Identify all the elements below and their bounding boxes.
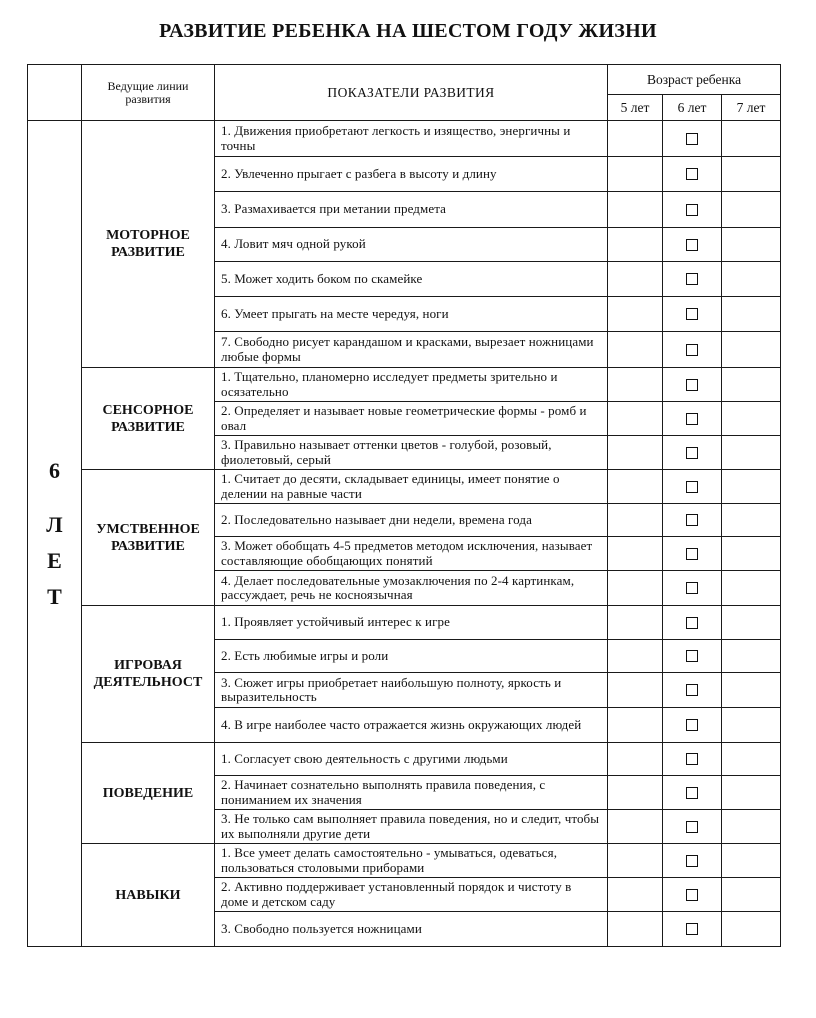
age-cell-5 — [608, 402, 663, 436]
age-cell-7 — [722, 192, 781, 228]
indicator-text: 2. Последовательно называет дни недели, времена года — [215, 504, 608, 537]
age-cell-6[interactable] — [663, 776, 722, 810]
indicator-text: 4. Ловит мяч одной рукой — [215, 228, 608, 262]
age-cell-7 — [722, 844, 781, 878]
checkbox-icon[interactable] — [686, 514, 698, 526]
age-cell-6[interactable] — [663, 673, 722, 708]
age-cell-7 — [722, 571, 781, 606]
checkbox-icon[interactable] — [686, 753, 698, 765]
age-cell-7 — [722, 673, 781, 708]
age-cell-6[interactable] — [663, 708, 722, 743]
age-cell-5 — [608, 810, 663, 844]
checkbox-icon[interactable] — [686, 617, 698, 629]
indicator-text: 2. Есть любимые игры и роли — [215, 640, 608, 673]
checkbox-icon[interactable] — [686, 344, 698, 356]
age-label-cell — [28, 121, 82, 947]
indicator-text: 2. Активно поддерживает установленный порядок и чистоту в доме и детском саду — [215, 878, 608, 912]
age-cell-7 — [722, 262, 781, 297]
checkbox-icon[interactable] — [686, 379, 698, 391]
age-cell-7 — [722, 776, 781, 810]
age-cell-6[interactable] — [663, 640, 722, 673]
category-cell: ПОВЕДЕНИЕ — [82, 743, 215, 844]
indicator-text: 7. Свободно рисует карандашом и красками, вырезает ножницами любые формы — [215, 332, 608, 368]
indicator-text: 3. Сюжет игры приобретает наибольшую полноту, яркость и выразительность — [215, 673, 608, 708]
checkbox-icon[interactable] — [686, 719, 698, 731]
header-age-5: 5 лет — [608, 95, 663, 121]
age-cell-7 — [722, 332, 781, 368]
age-cell-6[interactable] — [663, 912, 722, 947]
category-cell: СЕНСОРНОЕ РАЗВИТИЕ — [82, 368, 215, 470]
checkbox-icon[interactable] — [686, 821, 698, 833]
age-cell-7 — [722, 228, 781, 262]
checkbox-icon[interactable] — [686, 204, 698, 216]
age-cell-6[interactable] — [663, 262, 722, 297]
header-lines: Ведущие линии развития — [82, 65, 215, 121]
age-cell-5 — [608, 228, 663, 262]
indicator-text: 1. Считает до десяти, складывает единицы, имеет понятие о делении на равные части — [215, 470, 608, 504]
age-cell-7 — [722, 297, 781, 332]
checkbox-icon[interactable] — [686, 684, 698, 696]
age-cell-7 — [722, 402, 781, 436]
age-cell-5 — [608, 571, 663, 606]
age-letter: Т — [47, 583, 62, 609]
development-table — [27, 64, 781, 947]
age-cell-7 — [722, 708, 781, 743]
category-cell: УМСТВЕННОЕ РАЗВИТИЕ — [82, 470, 215, 606]
indicator-text: 3. Правильно называет оттенки цветов - голубой, розовый, фиолетовый, серый — [215, 436, 608, 470]
checkbox-icon[interactable] — [686, 133, 698, 145]
age-cell-6[interactable] — [663, 436, 722, 470]
age-cell-6[interactable] — [663, 743, 722, 776]
age-cell-5 — [608, 776, 663, 810]
age-cell-7 — [722, 504, 781, 537]
age-cell-6[interactable] — [663, 606, 722, 640]
age-cell-7 — [722, 157, 781, 192]
age-cell-5 — [608, 436, 663, 470]
indicator-text: 4. В игре наиболее часто отражается жизнь окружающих людей — [215, 708, 608, 743]
checkbox-icon[interactable] — [686, 650, 698, 662]
checkbox-icon[interactable] — [686, 413, 698, 425]
indicator-text: 2. Увлеченно прыгает с разбега в высоту и длину — [215, 157, 608, 192]
age-cell-5 — [608, 262, 663, 297]
age-letter: Л — [46, 511, 63, 537]
age-cell-5 — [608, 606, 663, 640]
indicator-row — [28, 844, 781, 878]
age-cell-5 — [608, 332, 663, 368]
indicator-text: 2. Начинает сознательно выполнять правила поведения, с пониманием их значения — [215, 776, 608, 810]
age-cell-5 — [608, 743, 663, 776]
age-cell-6[interactable] — [663, 571, 722, 606]
checkbox-icon[interactable] — [686, 168, 698, 180]
age-cell-5 — [608, 157, 663, 192]
indicator-text: 3. Не только сам выполняет правила поведения, но и следит, чтобы их выполняли другие дети — [215, 810, 608, 844]
checkbox-icon[interactable] — [686, 239, 698, 251]
indicator-row — [28, 743, 781, 776]
age-cell-6[interactable] — [663, 402, 722, 436]
checkbox-icon[interactable] — [686, 447, 698, 459]
age-cell-6[interactable] — [663, 537, 722, 571]
page-title: РАЗВИТИЕ РЕБЕНКА НА ШЕСТОМ ГОДУ ЖИЗНИ — [159, 20, 657, 42]
checkbox-icon[interactable] — [686, 273, 698, 285]
header-age-6: 6 лет — [663, 95, 722, 121]
age-cell-5 — [608, 878, 663, 912]
age-cell-7 — [722, 121, 781, 157]
age-cell-6[interactable] — [663, 878, 722, 912]
indicator-text: 3. Свободно пользуется ножницами — [215, 912, 608, 947]
age-cell-6[interactable] — [663, 332, 722, 368]
category-cell: ИГРОВАЯ ДЕЯТЕЛЬНОСТ — [82, 606, 215, 743]
age-cell-6[interactable] — [663, 297, 722, 332]
checkbox-icon[interactable] — [686, 308, 698, 320]
age-cell-5 — [608, 121, 663, 157]
indicator-text: 4. Делает последовательные умозаключения по 2-4 картинкам, рассуждает, речь не косноязычная — [215, 571, 608, 606]
indicator-row — [28, 121, 781, 157]
checkbox-icon[interactable] — [686, 855, 698, 867]
age-number: 6 — [49, 457, 60, 483]
age-cell-6[interactable] — [663, 228, 722, 262]
checkbox-icon[interactable] — [686, 481, 698, 493]
age-cell-5 — [608, 297, 663, 332]
header-age-7: 7 лет — [722, 95, 781, 121]
header-indicators: ПОКАЗАТЕЛИ РАЗВИТИЯ — [215, 65, 608, 121]
age-cell-6[interactable] — [663, 121, 722, 157]
indicator-text: 1. Все умеет делать самостоятельно - умываться, одеваться, пользоваться столовыми приборами — [215, 844, 608, 878]
age-cell-7 — [722, 470, 781, 504]
age-cell-6[interactable] — [663, 844, 722, 878]
checkbox-icon[interactable] — [686, 923, 698, 935]
age-cell-7 — [722, 368, 781, 402]
age-cell-7 — [722, 436, 781, 470]
checkbox-icon[interactable] — [686, 582, 698, 594]
age-cell-7 — [722, 743, 781, 776]
age-cell-5 — [608, 537, 663, 571]
indicator-row — [28, 606, 781, 640]
age-cell-5 — [608, 844, 663, 878]
age-cell-7 — [722, 878, 781, 912]
category-cell: НАВЫКИ — [82, 844, 215, 947]
age-cell-6[interactable] — [663, 470, 722, 504]
indicator-text: 1. Согласует свою деятельность с другими людьми — [215, 743, 608, 776]
indicator-text: 3. Размахивается при метании предмета — [215, 192, 608, 228]
age-cell-6[interactable] — [663, 157, 722, 192]
age-cell-5 — [608, 708, 663, 743]
age-cell-7 — [722, 537, 781, 571]
age-cell-5 — [608, 912, 663, 947]
age-cell-5 — [608, 504, 663, 537]
indicator-row — [28, 368, 781, 402]
age-cell-5 — [608, 673, 663, 708]
age-cell-6[interactable] — [663, 368, 722, 402]
indicator-text: 1. Тщательно, планомерно исследует предметы зрительно и осязательно — [215, 368, 608, 402]
checkbox-icon[interactable] — [686, 548, 698, 560]
age-cell-6[interactable] — [663, 192, 722, 228]
age-cell-7 — [722, 810, 781, 844]
age-letter: Е — [47, 547, 62, 573]
indicator-text: 1. Движения приобретают легкость и изящество, энергичны и точны — [215, 121, 608, 157]
indicator-text: 2. Определяет и называет новые геометрические формы - ромб и овал — [215, 402, 608, 436]
indicator-row — [28, 470, 781, 504]
age-cell-6[interactable] — [663, 810, 722, 844]
age-cell-5 — [608, 192, 663, 228]
age-cell-5 — [608, 470, 663, 504]
checkbox-icon[interactable] — [686, 787, 698, 799]
age-cell-7 — [722, 912, 781, 947]
indicator-text: 1. Проявляет устойчивый интерес к игре — [215, 606, 608, 640]
indicator-text: 6. Умеет прыгать на месте чередуя, ноги — [215, 297, 608, 332]
age-cell-5 — [608, 640, 663, 673]
age-cell-7 — [722, 640, 781, 673]
category-cell: МОТОРНОЕ РАЗВИТИЕ — [82, 121, 215, 368]
header-age: Возраст ребенка — [608, 65, 781, 95]
indicator-text: 5. Может ходить боком по скамейке — [215, 262, 608, 297]
header-blank-cell — [28, 65, 82, 121]
age-cell-5 — [608, 368, 663, 402]
header-row — [28, 65, 781, 95]
age-cell-7 — [722, 606, 781, 640]
indicator-text: 3. Может обобщать 4-5 предметов методом исключения, называет составляющие обобщающих понятий — [215, 537, 608, 571]
checkbox-icon[interactable] — [686, 889, 698, 901]
age-cell-6[interactable] — [663, 504, 722, 537]
